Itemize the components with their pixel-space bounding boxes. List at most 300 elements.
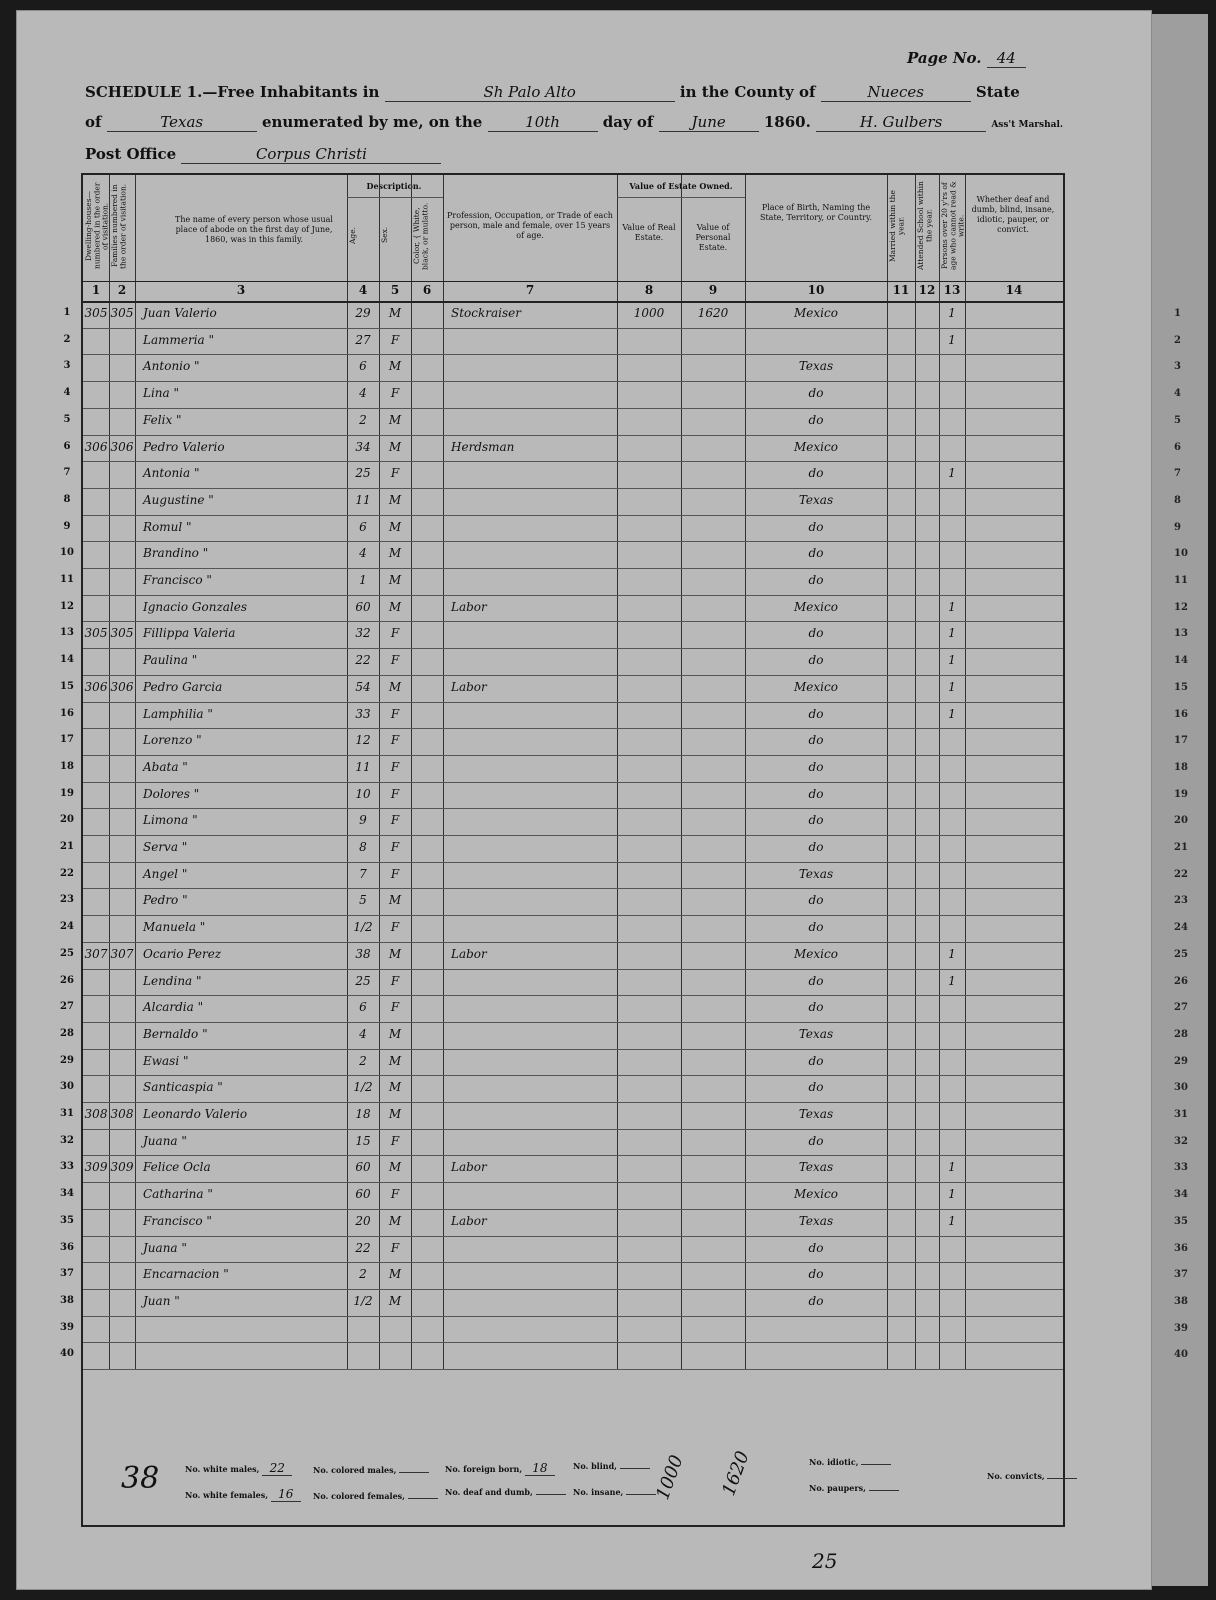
row-age-cell: 10 (355, 786, 371, 801)
row-birth-cell: do (808, 840, 824, 854)
row-rule (83, 675, 1063, 676)
row-c13-cell: 1 (948, 332, 956, 347)
colored-males-value (399, 1472, 429, 1473)
row-birth-cell: do (808, 1000, 824, 1015)
row-number-left: 38 (60, 1294, 74, 1306)
row-sex-cell: F (390, 920, 400, 935)
row-name-cell: Lamphilia " (143, 706, 213, 721)
row-rule (83, 1342, 1063, 1343)
header-rule (83, 301, 1063, 303)
row-sex-cell: F (390, 1240, 400, 1255)
post-office-field: Corpus Christi (181, 145, 441, 164)
row-rule (83, 381, 1063, 382)
header-line-1 (85, 83, 1020, 102)
col-header-description: Description. (366, 181, 422, 191)
estate-rule (617, 197, 745, 198)
row-f-cell: 306 (110, 679, 134, 694)
deaf-dumb-label: No. deaf and dumb, (445, 1487, 533, 1497)
row-rule (83, 461, 1063, 462)
census-sheet (16, 10, 1152, 1590)
row-birth-cell: do (808, 893, 824, 908)
column-number: 13 (943, 283, 961, 297)
col-header-color: Color, { White, black, or mulatto. (412, 202, 430, 270)
row-sex-cell: F (390, 466, 400, 481)
row-name-cell: Romul " (143, 519, 192, 534)
row-rule (83, 1209, 1063, 1210)
row-age-cell: 32 (355, 626, 371, 641)
convicts-tally (987, 1471, 1077, 1481)
row-number-left: 25 (60, 947, 74, 959)
row-birth-cell: do (808, 1293, 824, 1308)
row-c13-cell: 1 (948, 706, 956, 721)
row-f-cell: 306 (110, 439, 134, 454)
row-name-cell: Bernaldo " (143, 1026, 208, 1041)
real-estate-total: 1000 (652, 1452, 688, 1503)
col-header-age: Age. (348, 226, 357, 244)
row-age-cell: 1/2 (353, 920, 373, 935)
row-rule (83, 888, 1063, 889)
idiotic-tally (809, 1457, 891, 1467)
row-rule (83, 1236, 1063, 1237)
row-c13-cell: 1 (948, 626, 956, 641)
row-number-left: 15 (60, 680, 74, 692)
row-age-cell: 60 (355, 1187, 371, 1202)
row-re-cell: 1000 (633, 306, 665, 320)
personal-estate-total: 1620 (718, 1448, 754, 1499)
row-rule (83, 1075, 1063, 1076)
strip-row-number: 38 (1174, 1295, 1188, 1307)
row-d-cell: 305 (84, 626, 108, 641)
state-field: Texas (107, 113, 257, 132)
row-number-left: 31 (60, 1108, 74, 1119)
column-number: 5 (390, 283, 400, 297)
row-name-cell: Dolores " (143, 786, 200, 801)
row-birth-cell: do (808, 920, 824, 935)
of-label: of (85, 113, 102, 131)
strip-row-number: 8 (1174, 494, 1181, 506)
row-sex-cell: F (390, 973, 400, 988)
strip-row-number: 34 (1174, 1189, 1188, 1201)
row-d-cell: 305 (84, 306, 108, 320)
row-number-left: 22 (60, 867, 74, 879)
row-name-cell: Manuela " (143, 920, 206, 935)
row-birth-cell: Texas (798, 1107, 834, 1121)
row-age-cell: 2 (359, 412, 367, 427)
row-f-cell: 307 (110, 946, 134, 961)
row-number-left: 20 (60, 814, 74, 826)
white-males-tally (185, 1461, 292, 1476)
state-label: State (975, 83, 1020, 101)
strip-row-number: 20 (1174, 815, 1188, 827)
row-age-cell: 11 (355, 759, 371, 774)
row-age-cell: 22 (355, 1240, 371, 1255)
row-d-cell: 307 (84, 946, 108, 961)
row-sex-cell: M (388, 519, 402, 534)
row-c13-cell: 1 (948, 679, 956, 694)
row-age-cell: 29 (355, 306, 371, 320)
row-name-cell: Augustine " (143, 492, 214, 507)
row-age-cell: 9 (359, 813, 367, 828)
row-birth-cell: Texas (798, 1026, 834, 1041)
blind-value (620, 1468, 650, 1469)
row-age-cell: 34 (355, 439, 371, 454)
colored-females-tally (313, 1491, 438, 1501)
row-age-cell: 1/2 (353, 1293, 373, 1308)
row-birth-cell: Texas (798, 492, 834, 507)
col-header-family: Families numbered in the order of visitation. (110, 183, 128, 269)
row-rule (83, 328, 1063, 329)
strip-row-number: 37 (1174, 1269, 1188, 1281)
row-rule (83, 515, 1063, 516)
strip-row-number: 11 (1174, 575, 1188, 586)
bottom-note: 25 (812, 1549, 838, 1573)
row-name-cell: Pedro Garcia (143, 679, 223, 694)
row-number-left: 6 (63, 440, 71, 452)
row-c13-cell: 1 (948, 306, 956, 320)
row-age-cell: 54 (355, 679, 371, 694)
idiotic-label: No. idiotic, (809, 1457, 859, 1467)
strip-row-number: 24 (1174, 922, 1188, 934)
row-number-left: 36 (60, 1241, 74, 1253)
row-name-cell: Juan " (143, 1293, 180, 1308)
row-number-left: 37 (60, 1268, 74, 1280)
row-age-cell: 6 (359, 359, 367, 374)
column-number: 9 (708, 283, 718, 297)
row-number-left: 27 (60, 1001, 74, 1013)
row-name-cell: Felice Ocla (143, 1160, 211, 1175)
row-birth-cell: Mexico (794, 599, 838, 614)
col-header-illiterate: Persons over 20 y'rs of age who cannot read & write. (940, 181, 966, 271)
row-rule (83, 595, 1063, 596)
row-number-left: 9 (63, 520, 71, 532)
row-occ-cell: Labor (451, 1213, 487, 1228)
convicts-label: No. convicts, (987, 1471, 1045, 1481)
row-name-cell: Antonia " (143, 466, 200, 481)
row-birth-cell: Texas (798, 359, 834, 374)
row-sex-cell: F (390, 706, 400, 721)
row-name-cell: Encarnacion " (143, 1267, 229, 1282)
row-age-cell: 22 (355, 653, 371, 668)
row-sex-cell: M (388, 679, 402, 694)
marshal-label: Ass't Marshal. (991, 120, 1064, 130)
row-c13-cell: 1 (948, 1160, 956, 1175)
row-age-cell: 27 (355, 332, 371, 347)
row-name-cell: Antonio " (143, 359, 200, 374)
row-rule (83, 488, 1063, 489)
row-number-left: 17 (60, 734, 74, 746)
row-rule (83, 1262, 1063, 1263)
colored-females-label: No. colored females, (313, 1491, 405, 1501)
row-age-cell: 15 (355, 1133, 371, 1148)
row-rule (83, 942, 1063, 943)
insane-label: No. insane, (573, 1487, 624, 1497)
row-number-left: 13 (60, 627, 74, 639)
strip-row-number: 30 (1174, 1082, 1188, 1094)
row-name-cell: Abata " (143, 759, 188, 774)
row-age-cell: 33 (355, 706, 371, 721)
strip-row-number: 15 (1174, 681, 1188, 693)
row-name-cell: Lendina " (143, 973, 202, 988)
row-f-cell: 305 (110, 626, 134, 641)
foreign-born-label: No. foreign born, (445, 1464, 523, 1474)
blind-tally (573, 1461, 650, 1471)
row-rule (83, 1022, 1063, 1023)
deaf-dumb-tally (445, 1487, 566, 1497)
row-sex-cell: M (388, 946, 402, 961)
strip-row-number: 1 (1174, 308, 1181, 319)
row-pe-cell: 1620 (697, 306, 729, 320)
row-name-cell: Santicaspia " (143, 1080, 223, 1095)
row-rule (83, 1155, 1063, 1156)
row-sex-cell: F (390, 759, 400, 774)
row-birth-cell: do (808, 1240, 824, 1255)
row-age-cell: 12 (355, 733, 371, 748)
row-age-cell: 38 (355, 946, 371, 961)
strip-row-number: 22 (1174, 868, 1188, 880)
col-header-name: The name of every person whose usual place of abode on the first day of June, 1860, was in this family. (175, 215, 333, 244)
strip-row-number: 13 (1174, 628, 1188, 640)
white-females-label: No. white females, (185, 1490, 268, 1500)
row-c13-cell: 1 (948, 466, 956, 481)
row-rule (83, 1129, 1063, 1130)
row-birth-cell: do (808, 386, 824, 401)
row-sex-cell: M (388, 1053, 402, 1068)
row-birth-cell: Texas (798, 1213, 834, 1228)
row-occ-cell: Labor (451, 1160, 487, 1175)
row-rule (83, 568, 1063, 569)
county-label: in the County of (679, 83, 816, 101)
row-number-left: 14 (60, 654, 74, 666)
row-name-cell: Lammeria " (143, 332, 215, 347)
strip-row-number: 29 (1174, 1055, 1188, 1067)
row-c13-cell: 1 (948, 653, 956, 668)
row-sex-cell: F (390, 786, 400, 801)
row-sex-cell: M (388, 599, 402, 614)
row-sex-cell: M (388, 1160, 402, 1175)
row-occ-cell: Labor (451, 679, 487, 694)
row-number-left: 30 (60, 1081, 74, 1093)
strip-row-number: 4 (1174, 388, 1181, 400)
column-number: 3 (236, 283, 246, 297)
strip-row-number: 9 (1174, 521, 1181, 533)
row-name-cell: Juana " (143, 1133, 187, 1148)
page-number (907, 49, 1026, 67)
row-occ-cell: Herdsman (451, 439, 515, 454)
page-number-value: 44 (987, 49, 1026, 68)
row-birth-cell: do (808, 813, 824, 828)
marshal-signature: H. Gulbers (816, 113, 986, 132)
row-d-cell: 306 (84, 439, 108, 454)
row-rule (83, 835, 1063, 836)
row-sex-cell: F (390, 1187, 400, 1202)
row-rule (83, 1182, 1063, 1183)
row-birth-cell: do (808, 973, 824, 988)
row-name-cell: Paulina " (143, 653, 198, 668)
row-sex-cell: M (388, 439, 402, 454)
row-age-cell: 6 (359, 1000, 367, 1015)
row-name-cell: Limona " (143, 813, 198, 828)
strip-row-number: 31 (1174, 1109, 1188, 1120)
col-header-real-estate: Value of Real Estate. (622, 223, 676, 242)
colored-females-value (408, 1498, 438, 1499)
strip-row-number: 14 (1174, 655, 1188, 667)
row-birth-cell: do (808, 1053, 824, 1068)
row-name-cell: Francisco " (143, 573, 212, 587)
insane-tally (573, 1487, 656, 1497)
row-sex-cell: F (390, 840, 400, 854)
col-header-sex: Sex. (380, 226, 389, 244)
row-number-left: 24 (60, 921, 74, 933)
row-sex-cell: F (390, 386, 400, 401)
row-birth-cell: do (808, 1133, 824, 1148)
row-rule (83, 995, 1063, 996)
row-c13-cell: 1 (948, 1213, 956, 1228)
row-rule (83, 808, 1063, 809)
convicts-value (1047, 1478, 1077, 1479)
strip-row-number: 6 (1174, 441, 1181, 453)
row-number-left: 12 (60, 600, 74, 612)
column-number: 7 (525, 283, 535, 297)
column-number: 6 (422, 283, 432, 297)
row-birth-cell: do (808, 573, 824, 587)
page-number-label: Page No. (907, 49, 982, 67)
row-number-left: 16 (60, 707, 74, 719)
row-sex-cell: F (390, 733, 400, 748)
row-number-left: 7 (63, 467, 71, 479)
strip-row-number: 28 (1174, 1028, 1188, 1040)
row-rule (83, 728, 1063, 729)
row-name-cell: Juan Valerio (143, 306, 217, 320)
strip-row-number: 3 (1174, 361, 1181, 373)
row-number-left: 28 (60, 1027, 74, 1039)
blind-label: No. blind, (573, 1461, 617, 1471)
paupers-label: No. paupers, (809, 1483, 866, 1493)
row-number-left: 35 (60, 1214, 74, 1226)
description-rule (347, 197, 443, 198)
row-name-cell: Pedro Valerio (143, 439, 225, 454)
row-age-cell: 4 (359, 386, 367, 401)
row-birth-cell: do (808, 1267, 824, 1282)
post-office-label: Post Office (85, 145, 177, 163)
day-field: 10th (488, 113, 598, 132)
row-name-cell: Ocario Perez (143, 946, 222, 961)
row-f-cell: 309 (110, 1160, 134, 1175)
row-number-left: 11 (60, 574, 74, 585)
row-number-left: 21 (60, 841, 74, 852)
row-sex-cell: F (390, 866, 400, 881)
row-sex-cell: F (390, 653, 400, 668)
enumerated-label: enumerated by me, on the (261, 113, 483, 131)
col-header-occupation: Profession, Occupation, or Trade of each person, male and female, over 15 years of age. (447, 211, 613, 240)
row-name-cell: Angel " (143, 866, 188, 881)
header-line-3 (85, 145, 441, 164)
column-number: 1 (91, 283, 101, 297)
row-d-cell: 309 (84, 1160, 108, 1175)
row-rule (83, 969, 1063, 970)
colored-males-label: No. colored males, (313, 1465, 397, 1475)
strip-row-number: 25 (1174, 948, 1188, 960)
row-rule (83, 915, 1063, 916)
row-sex-cell: M (388, 306, 402, 320)
row-birth-cell: Mexico (794, 439, 838, 454)
row-number-left: 40 (60, 1348, 74, 1360)
row-birth-cell: do (808, 519, 824, 534)
col-header-personal-estate: Value of Personal Estate. (695, 223, 731, 252)
row-age-cell: 4 (359, 1026, 367, 1041)
row-d-cell: 306 (84, 679, 108, 694)
row-rule (83, 702, 1063, 703)
row-birth-cell: do (808, 759, 824, 774)
strip-row-number: 27 (1174, 1002, 1188, 1014)
row-number-left: 19 (60, 787, 74, 799)
row-age-cell: 4 (359, 546, 367, 561)
white-females-value: 16 (271, 1487, 301, 1502)
row-name-cell: Pedro " (143, 893, 188, 908)
row-rule (83, 408, 1063, 409)
row-c13-cell: 1 (948, 599, 956, 614)
strip-row-number: 23 (1174, 895, 1188, 907)
strip-row-number: 16 (1174, 708, 1188, 720)
row-name-cell: Alcardia " (143, 1000, 204, 1015)
row-rule (83, 1049, 1063, 1050)
row-rule (83, 1289, 1063, 1290)
row-sex-cell: M (388, 359, 402, 374)
row-birth-cell: Texas (798, 866, 834, 881)
col-header-condition: Whether deaf and dumb, blind, insane, idiotic, pauper, or convict. (971, 195, 1055, 234)
row-age-cell: 20 (355, 1213, 371, 1228)
row-sex-cell: M (388, 1026, 402, 1041)
row-rule (83, 648, 1063, 649)
row-birth-cell: Mexico (794, 946, 838, 961)
row-age-cell: 18 (355, 1107, 371, 1121)
row-age-cell: 2 (359, 1053, 367, 1068)
row-f-cell: 308 (110, 1107, 134, 1121)
column-number: 12 (918, 283, 936, 297)
adjacent-page-strip (1150, 14, 1208, 1586)
column-number: 11 (892, 283, 910, 297)
col-header-school: Attended School within the year. (916, 181, 934, 271)
row-sex-cell: M (388, 1107, 402, 1121)
row-age-cell: 5 (359, 893, 367, 908)
strip-row-number: 21 (1174, 842, 1188, 853)
row-sex-cell: F (390, 813, 400, 828)
place-field: Sh Palo Alto (385, 83, 675, 102)
row-name-cell: Lina " (143, 386, 180, 401)
census-table (60, 173, 1065, 1527)
row-birth-cell: do (808, 626, 824, 641)
row-c13-cell: 1 (948, 946, 956, 961)
row-sex-cell: M (388, 546, 402, 561)
row-birth-cell: do (808, 1080, 824, 1095)
row-number-left: 39 (60, 1321, 74, 1333)
row-age-cell: 1 (359, 573, 367, 587)
row-number-left: 10 (60, 547, 74, 559)
row-name-cell: Felix " (143, 412, 182, 427)
row-age-cell: 1/2 (353, 1080, 373, 1095)
row-name-cell: Ignacio Gonzales (143, 599, 248, 614)
col-header-dwelling: Dwelling-houses—numbered in the order of visitation. (84, 182, 110, 270)
row-number-left: 4 (63, 387, 71, 399)
schedule-title: SCHEDULE 1.—Free Inhabitants in (85, 83, 380, 101)
strip-row-number: 33 (1174, 1162, 1188, 1174)
row-number-left: 33 (60, 1161, 74, 1173)
row-c13-cell: 1 (948, 973, 956, 988)
white-females-tally (185, 1487, 301, 1502)
col-header-birthplace: Place of Birth, Naming the State, Territory, or Country. (759, 203, 873, 222)
row-number-left: 26 (60, 974, 74, 986)
row-sex-cell: M (388, 893, 402, 908)
row-number-left: 1 (63, 307, 71, 318)
